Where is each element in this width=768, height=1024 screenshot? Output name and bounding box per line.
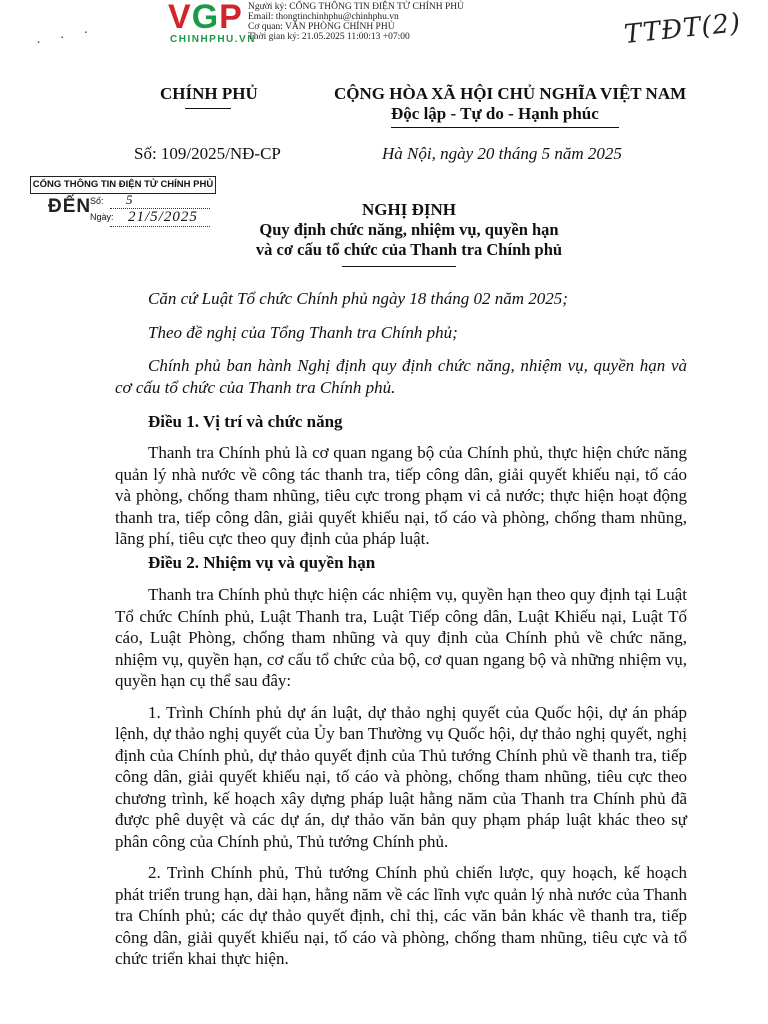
signature-time: Thời gian ký: 21.05.2025 11:00:13 +07:00 [248,32,410,42]
place-and-date: Hà Nội, ngày 20 tháng 5 năm 2025 [382,144,622,163]
stamp-number-value: 5 [126,192,133,207]
national-motto: Độc lập - Tự do - Hạnh phúc [391,104,599,123]
stamp-header: CỔNG THÔNG TIN ĐIỆN TỬ CHÍNH PHỦ [30,176,216,194]
article-2-intro: Thanh tra Chính phủ thực hiện các nhiệm vụ, quyền hạn theo quy định tại Luật Tổ chức Chính phủ, Luật Thanh tra, Luật Tiếp công dân, Luật Khiếu nại, Luật Tố cáo, Luật Phòng, chống tham nhũng và quy định của Chính phủ về chức năng, nhiệm vụ, quyền hạn, cơ cấu tổ chức của bộ, cơ quan ngang bộ và những nhiệm vụ, quyền hạn cụ thể sau đây: [115,585,687,690]
preamble-proposal: Theo đề nghị của Tổng Thanh tra Chính phủ; [148,322,458,342]
preamble-enactment: Chính phủ ban hành Nghị định quy định chức năng, nhiệm vụ, quyền hạn và cơ cấu tổ chức của Thanh tra Chính phủ. [115,356,687,397]
vgp-logo-subtext: CHINHPHU.VN [170,34,256,45]
stamp-number-label: Số: [90,196,104,206]
article-2-item-2: 2. Trình Chính phủ, Thủ tướng Chính phủ chiến lược, quy hoạch, kế hoạch phát triển trung hạn, dài hạn, hằng năm về các lĩnh vực quản lý nhà nước của Thanh tra Chính phủ; các dự thảo quyết định, chỉ thị, các văn bản khác về thanh tra, tiếp công dân, giải quyết khiếu nại, tố cáo và phòng, chống tham nhũng, tiêu cực và tổ chức triển khai thực hiện. [115,863,687,968]
stamp-date-label: Ngày: [90,212,114,222]
article-1-body [115,442,687,550]
issuer-name: CHÍNH PHỦ [160,84,258,103]
title-underline [342,266,456,267]
vgp-logo [168,2,254,46]
scan-specks: · · · [35,23,98,52]
document-subtitle-line2: và cơ cấu tổ chức của Thanh tra Chính phủ [255,240,563,259]
preamble [115,288,687,398]
stamp-date-value: 21/5/2025 [128,209,198,225]
signature-email: Email: thongtinchinhphu@chinhphu.vn [248,12,399,22]
article-2-body [115,584,687,970]
stamp-den-label: ĐẾN [48,196,92,217]
handwritten-note: TTĐT(2) [622,7,743,51]
nation-name: CỘNG HÒA XÃ HỘI CHỦ NGHĨA VIỆT NAM [334,84,687,103]
document-number: Số: 109/2025/NĐ-CP [134,144,281,163]
preamble-legal-basis: Căn cứ Luật Tổ chức Chính phủ ngày 18 tháng 02 năm 2025; [148,289,568,308]
article-1-heading: Điều 1. Vị trí và chức năng [148,412,343,431]
article-2-heading: Điều 2. Nhiệm vụ và quyền hạn [148,553,376,572]
signature-signer: Người ký: CỔNG THÔNG TIN ĐIỆN TỬ CHÍNH PHỦ [248,2,464,12]
signature-agency: Cơ quan: VĂN PHÒNG CHÍNH PHỦ [248,22,395,32]
document-subtitle-line1: Quy định chức năng, nhiệm vụ, quyền hạn [259,220,559,239]
issuer-underline [185,108,231,109]
digital-signature-info [248,2,464,42]
vgp-letters: VGP [168,0,243,36]
motto-underline [391,127,619,128]
vgp-logo-text [168,0,243,37]
document-title: NGHỊ ĐỊNH [362,200,456,219]
article-1-text: Thanh tra Chính phủ là cơ quan ngang bộ của Chính phủ, thực hiện chức năng quản lý nhà nước về công tác thanh tra, tiếp công dân, giải quyết khiếu nại, tố cáo và phòng, chống tham nhũng, tiêu cực trong phạm vi cả nước; thực hiện hoạt động thanh tra, tiếp công dân, giải quyết khiếu nại, tố cáo và phòng, chống tham nhũng, lãng phí, tiêu cực theo quy định của pháp luật. [115,443,687,548]
article-2-item-1: 1. Trình Chính phủ dự án luật, dự thảo nghị quyết của Quốc hội, dự án pháp lệnh, dự thảo nghị quyết của Ủy ban Thường vụ Quốc hội, dự thảo nghị quyết, nghị định của Chính phủ, dự thảo quyết định của Thủ tướng Chính phủ về thanh tra, tiếp công dân, giải quyết khiếu nại, tố cáo và phòng, chống tham nhũng, tiêu cực theo chương trình, kế hoạch xây dựng pháp luật hằng năm của Thanh tra Chính phủ đã được phê duyệt và các dự án, dự thảo văn bản quy phạm pháp luật khác theo sự phân công của Chính phủ, Thủ tướng Chính phủ. [115,702,687,851]
